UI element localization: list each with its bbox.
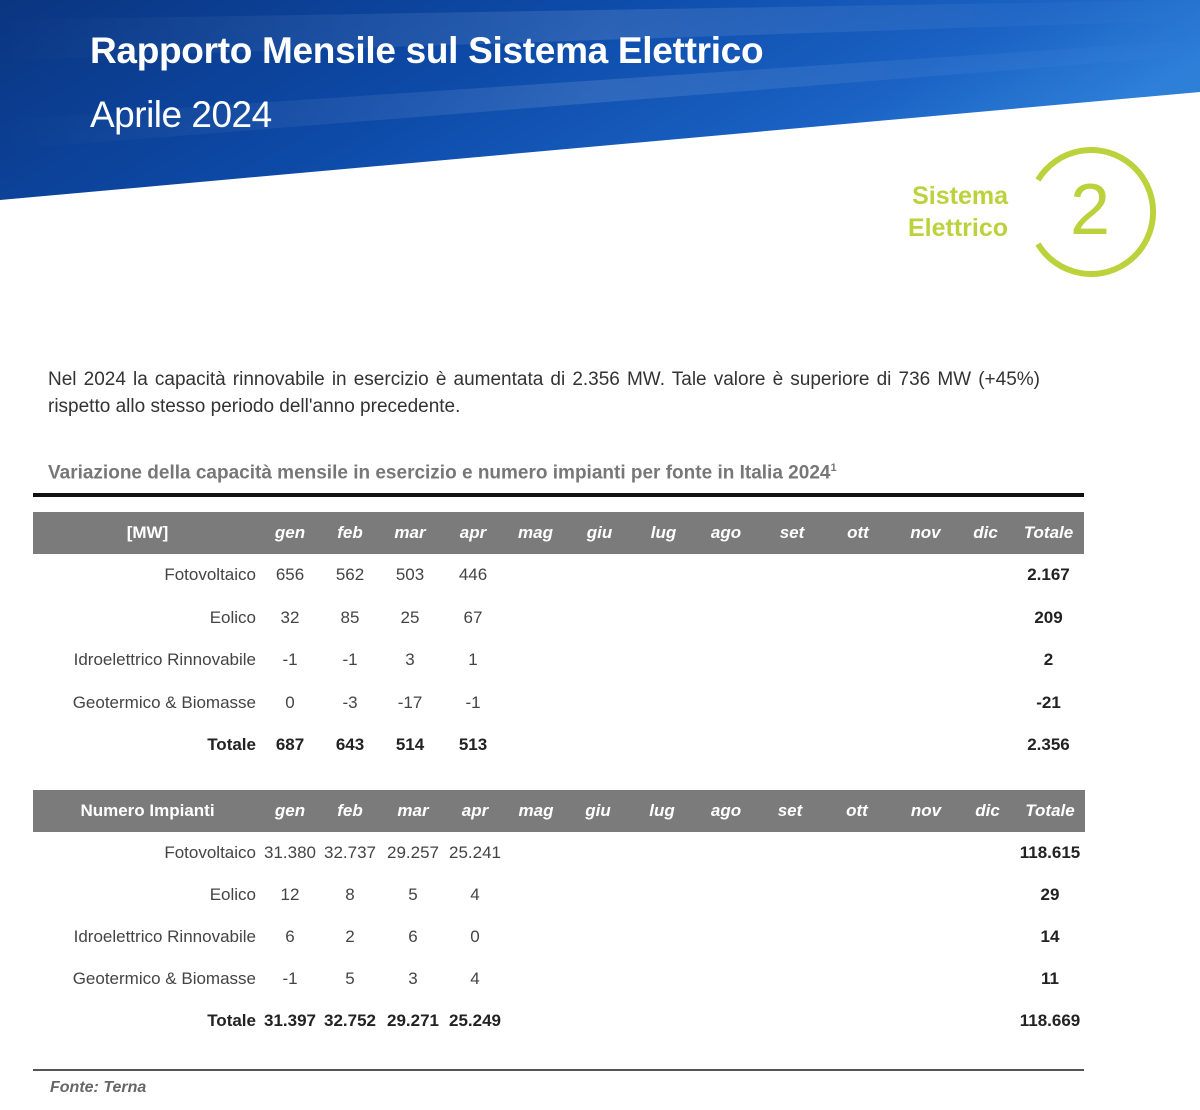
cell-dic [960,832,1015,874]
cell-gen: 12 [280,885,300,904]
cell-apr: 25.249 [449,1011,501,1030]
intro-paragraph: Nel 2024 la capacità rinnovabile in esercizio è aumentata di 2.356 MW. Tale valore è superiore di 736 MW (+45%) rispetto allo stesso periodo dell'anno precedente. [48,369,1040,417]
month-header-dic: dic [958,512,1013,554]
cell-ott [822,832,892,874]
row-total: 2 [1043,650,1054,670]
month-header-ago: ago [694,790,758,832]
table-row [33,874,1085,916]
cell-feb: 643 [335,735,365,755]
month-header-mag: mag [506,790,566,832]
cell-set [761,724,823,767]
cell-apr: 1 [468,650,478,670]
cell-lug [630,874,694,916]
cell-lug [630,916,694,958]
month-header-set: set [758,790,822,832]
cell-ott [822,958,892,1000]
month-header-mar: mar [382,512,438,554]
cell-apr: -1 [465,692,481,712]
plants-count-table [33,790,1085,1042]
cell-mar: -17 [397,692,423,712]
row-label: Fotovoltaico [164,843,256,862]
cell-nov [893,724,958,767]
cell-set [758,874,822,916]
cell-set [761,639,823,682]
row-label: Idroelettrico Rinnovabile [73,650,256,670]
row-label: Geotermico & Biomasse [72,692,256,712]
cell-set [758,958,822,1000]
cell-feb: 32.737 [324,843,376,862]
cell-lug [636,682,691,725]
header-label-cell: [MW] [33,512,262,554]
cell-mar: 3 [405,650,415,670]
cell-dic [960,916,1015,958]
cell-ago [691,554,761,597]
cell-mag [508,682,563,725]
cell-gen: 31.380 [264,843,316,862]
row-total: 14 [1040,927,1060,946]
month-header-apr: apr [444,790,506,832]
cell-apr: 446 [458,565,488,585]
cell-ott [822,1000,892,1042]
cell-gen: 0 [285,692,295,712]
cell-ott [823,639,893,682]
cell-nov [893,597,958,640]
table-header-row [33,512,1084,554]
table-row [33,958,1085,1000]
row-total: 2.356 [1027,735,1070,755]
month-header-set: set [761,512,823,554]
table-row [33,639,1084,682]
cell-nov [892,874,960,916]
row-total: 209 [1034,607,1063,627]
month-header-feb: feb [318,512,382,554]
cell-ago [694,1000,758,1042]
cell-mar: 29.271 [387,1011,439,1030]
cell-giu [566,958,630,1000]
cell-dic [958,554,1013,597]
cell-giu [563,639,636,682]
cell-mag [506,874,566,916]
section-badge-label [890,180,1008,244]
month-header-mag: mag [508,512,563,554]
month-header-dic: dic [960,790,1015,832]
cell-ago [694,832,758,874]
cell-giu [566,832,630,874]
cell-giu [563,554,636,597]
table-sum-row [33,1000,1085,1042]
cell-mar: 503 [395,565,425,585]
cell-ago [694,916,758,958]
row-label: Totale [207,1011,256,1030]
month-header-giu: giu [563,512,636,554]
cell-giu [566,1000,630,1042]
cell-mar: 5 [408,885,418,904]
cell-mag [506,958,566,1000]
cell-ott [822,874,892,916]
row-total: 29 [1040,885,1060,904]
cell-nov [892,1000,960,1042]
cell-dic [958,597,1013,640]
cell-nov [892,916,960,958]
cell-mag [506,832,566,874]
cell-mag [506,1000,566,1042]
bottom-rule [33,1069,1084,1071]
cell-ago [691,639,761,682]
cell-mar: 25 [400,607,420,627]
report-title: Rapporto Mensile sul Sistema Elettrico [90,30,764,71]
month-header-lug: lug [630,790,694,832]
row-label: Idroelettrico Rinnovabile [73,927,256,946]
row-total: 2.167 [1027,565,1070,585]
cell-gen: 32 [280,607,300,627]
month-header-feb: feb [318,790,382,832]
cell-set [758,832,822,874]
cell-nov [893,639,958,682]
cell-ott [822,916,892,958]
cell-lug [630,1000,694,1042]
cell-ago [691,724,761,767]
section-title-text: Variazione della capacità mensile in esercizio e numero impianti per fonte in Italia 2024 [48,462,831,484]
cell-apr: 25.241 [449,843,501,862]
table-row [33,832,1085,874]
cell-apr: 4 [470,969,480,988]
cell-lug [636,554,691,597]
month-header-ott: ott [823,512,893,554]
cell-lug [630,958,694,1000]
table-section-title [48,462,837,484]
cell-dic [958,724,1013,767]
cell-set [761,554,823,597]
cell-ago [691,682,761,725]
cell-ago [694,958,758,1000]
cell-apr: 4 [470,885,480,904]
month-header-gen: gen [262,790,318,832]
cell-dic [958,639,1013,682]
month-header-ago: ago [691,512,761,554]
cell-ott [823,724,893,767]
row-label: Eolico [209,885,256,904]
row-total: 118.615 [1019,843,1081,862]
cell-lug [636,639,691,682]
cell-feb: 5 [345,969,355,988]
cell-mag [506,916,566,958]
table-header-row [33,790,1085,832]
cell-gen: 687 [275,735,305,755]
cell-feb: -3 [342,692,358,712]
cell-gen: -1 [282,969,298,988]
section-number: 2 [1069,170,1111,250]
cell-giu [563,724,636,767]
cell-ago [691,597,761,640]
header-label-cell: Numero Impianti [33,790,262,832]
month-header-ott: ott [822,790,892,832]
cell-giu [566,874,630,916]
cell-mag [508,597,563,640]
cell-ott [823,597,893,640]
cell-gen: -1 [282,650,298,670]
month-header-giu: giu [566,790,630,832]
cell-ago [694,874,758,916]
table-sum-row [33,724,1084,767]
cell-feb: 562 [335,565,365,585]
cell-nov [893,554,958,597]
cell-nov [892,832,960,874]
cell-nov [892,958,960,1000]
footnote-mark: 1 [830,462,837,474]
cell-gen: 31.397 [264,1011,316,1030]
cell-gen: 656 [275,565,305,585]
cell-feb: 8 [345,885,355,904]
cell-set [761,597,823,640]
cell-set [758,916,822,958]
top-rule [33,493,1084,497]
cell-giu [563,597,636,640]
cell-giu [563,682,636,725]
cell-feb: 85 [340,607,360,627]
total-header: Totale [1013,512,1084,554]
row-label: Totale [207,735,256,755]
cell-gen: 6 [285,927,295,946]
table-row [33,682,1084,725]
cell-dic [960,874,1015,916]
month-header-gen: gen [262,512,318,554]
cell-dic [960,958,1015,1000]
cell-feb: -1 [342,650,358,670]
cell-lug [636,597,691,640]
month-header-nov: nov [893,512,958,554]
cell-apr: 67 [463,607,483,627]
cell-lug [636,724,691,767]
cell-mar: 514 [395,735,425,755]
cell-mag [508,639,563,682]
badge-line-2: Elettrico [907,214,1008,242]
month-header-apr: apr [438,512,508,554]
month-header-lug: lug [636,512,691,554]
cell-giu [566,916,630,958]
row-total: -21 [1036,692,1061,712]
row-label: Geotermico & Biomasse [72,969,256,988]
cell-feb: 32.752 [324,1011,376,1030]
cell-lug [630,832,694,874]
cell-mar: 6 [408,927,418,946]
row-label: Eolico [209,607,256,627]
month-header-mar: mar [382,790,444,832]
cell-feb: 2 [345,927,355,946]
capacity-mw-table [33,512,1084,767]
cell-mag [508,554,563,597]
cell-dic [960,1000,1015,1042]
cell-apr: 513 [458,735,488,755]
table-row [33,554,1084,597]
cell-dic [958,682,1013,725]
row-total: 11 [1041,969,1059,988]
report-period: Aprile 2024 [90,94,272,135]
cell-mar: 29.257 [387,843,439,862]
cell-nov [893,682,958,725]
source-note: Fonte: Terna [50,1079,147,1096]
badge-line-1: Sistema [912,182,1008,210]
row-label: Fotovoltaico [164,565,256,585]
table-row [33,916,1085,958]
cell-set [758,1000,822,1042]
cell-ott [823,554,893,597]
cell-ott [823,682,893,725]
cell-set [761,682,823,725]
cell-mar: 3 [408,969,418,988]
cell-mag [508,724,563,767]
row-total: 118.669 [1019,1011,1081,1030]
table-row [33,597,1084,640]
cell-apr: 0 [470,927,480,946]
month-header-nov: nov [892,790,960,832]
total-header: Totale [1015,790,1085,832]
